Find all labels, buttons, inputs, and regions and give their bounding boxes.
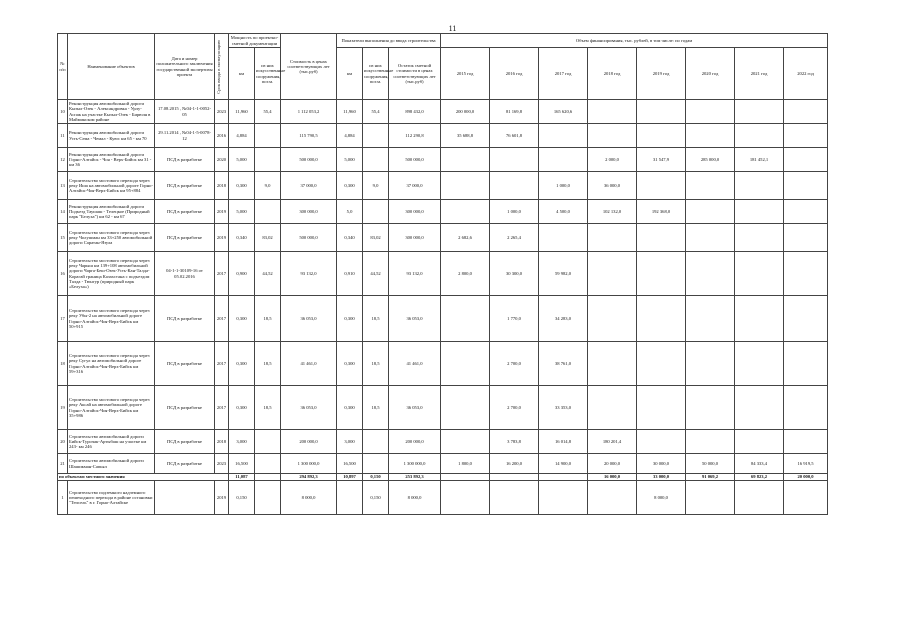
total-row [58, 474, 828, 481]
done-km: 4,884 [337, 124, 363, 148]
capacity-km: 0,300 [229, 386, 255, 430]
finance-year-value: 2 700,0 [490, 342, 539, 386]
expertise-doc [155, 481, 215, 515]
col-year-2020: 2020 год [686, 48, 735, 100]
row-number: 21 [58, 454, 68, 474]
rest-cost: 500 000,0 [389, 148, 441, 172]
col-year-label: Срок ввода в эксплуатацию [216, 39, 221, 94]
finance-year-value: 14 900,0 [539, 454, 588, 474]
expertise-doc: ПСД в разработке [155, 172, 215, 200]
finance-year-value [784, 172, 828, 200]
col-year-2016: 2016 год [490, 48, 539, 100]
col-cost: Стоимость в ценах соответствующих лет (тыс.руб) [281, 34, 337, 100]
finance-year-value [588, 296, 637, 342]
finance-year-value [441, 296, 490, 342]
finance-year-value [637, 296, 686, 342]
rest-cost: 37 000,0 [389, 172, 441, 200]
finance-year-value [588, 386, 637, 430]
capacity-km: 5,000 [229, 200, 255, 224]
finance-year-value [735, 252, 784, 296]
finance-year-value [588, 100, 637, 124]
commission-year: 2018 [215, 172, 229, 200]
finance-year-value [637, 172, 686, 200]
table-row [58, 481, 828, 515]
expertise-doc: ПСД в разработке [155, 342, 215, 386]
finance-year-value: 1 770,0 [490, 296, 539, 342]
total-cost: 294 892,3 [281, 474, 337, 481]
cost-value: 36 053,0 [281, 386, 337, 430]
cost-value: 1 112 053,2 [281, 100, 337, 124]
finance-year-value: 192 368,0 [637, 200, 686, 224]
capacity-structures [255, 200, 281, 224]
capacity-km: 16,500 [229, 454, 255, 474]
object-name: Строительство автомобильной дороги Бийск-Турочак-Артыбаш на участке км 243- км 246 [68, 430, 155, 454]
finance-year-value: 36 000,0 [588, 172, 637, 200]
finance-year-value: 165 620,6 [539, 100, 588, 124]
finance-year-value [784, 386, 828, 430]
capacity-km: 0,150 [229, 481, 255, 515]
commission-year: 2020 [215, 148, 229, 172]
finance-year-value [588, 252, 637, 296]
col-year-2015: 2015 год [441, 48, 490, 100]
object-name: Реконструкция автомобильной дороги Усть-Сема - Чемал - Куюс км 65 - км 70 [68, 124, 155, 148]
capacity-structures [255, 454, 281, 474]
done-km: 5,000 [337, 148, 363, 172]
capacity-km: 4,884 [229, 124, 255, 148]
finance-year-value [539, 224, 588, 252]
finance-year-value: 180 201,4 [588, 430, 637, 454]
col-done-km: км [337, 48, 363, 100]
cost-value: 115 790,5 [281, 124, 337, 148]
commission-year: 2018 [215, 430, 229, 454]
object-name: Строительство подземного надземного пешеходного перехода в районе остановки "Тепсель" в г. Горно-Алтайске [68, 481, 155, 515]
done-structures: 18,5 [363, 296, 389, 342]
finance-year-value: 59 982,0 [539, 252, 588, 296]
finance-year-value: 38 761,0 [539, 342, 588, 386]
done-km [337, 481, 363, 515]
done-km: 0,300 [337, 342, 363, 386]
finance-year-value [686, 296, 735, 342]
table-row [58, 430, 828, 454]
rest-cost: 112 290,8 [389, 124, 441, 148]
total-year-value [539, 474, 588, 481]
finance-year-value: 16 200,0 [490, 454, 539, 474]
finance-year-value [441, 148, 490, 172]
expertise-doc: ПСД в разработке [155, 224, 215, 252]
table-row [58, 296, 828, 342]
table-row [58, 252, 828, 296]
col-cap-incl: из них искусственные сооружения, пог.м. [255, 48, 281, 100]
finance-year-value [784, 430, 828, 454]
row-number: 14 [58, 200, 68, 224]
done-km: 0,300 [337, 296, 363, 342]
table-row [58, 124, 828, 148]
cost-value: 500 000,0 [281, 148, 337, 172]
commission-year: 2023 [215, 454, 229, 474]
expertise-doc: 29.11.2014 , №04-1-5-0078-12 [155, 124, 215, 148]
table-row [58, 100, 828, 124]
commission-year: 2017 [215, 296, 229, 342]
col-done-incl: из них искусственные сооружения, пог.м. [363, 48, 389, 100]
done-structures: 18,5 [363, 386, 389, 430]
done-structures: 18,5 [363, 342, 389, 386]
cost-value: 37 000,0 [281, 172, 337, 200]
capacity-km: 5,000 [229, 148, 255, 172]
finance-year-value [784, 481, 828, 515]
done-structures: 9,0 [363, 172, 389, 200]
capacity-structures: 18,5 [255, 296, 281, 342]
done-km: 5,0 [337, 200, 363, 224]
finance-year-value: 4 500,0 [539, 200, 588, 224]
table-row [58, 342, 828, 386]
done-structures [363, 200, 389, 224]
finance-year-value: 20 000,0 [588, 454, 637, 474]
capacity-structures: 83,02 [255, 224, 281, 252]
done-structures: 55,4 [363, 100, 389, 124]
expertise-doc: ПСД в разработке [155, 148, 215, 172]
capacity-structures: 55,4 [255, 100, 281, 124]
finance-year-value: 16 014,8 [539, 430, 588, 454]
finance-year-value: 2 800,0 [441, 252, 490, 296]
cost-value: 41 461,0 [281, 342, 337, 386]
expertise-doc: 04-1-1-30109-16 от 05.02.2016 [155, 252, 215, 296]
total-km: 11,087 [229, 474, 255, 481]
col-name: Наименование объектов [68, 34, 155, 100]
object-name: Реконструкция автомобильной дороги Горно-Алтайск - Чоя - Верх-Бийск км 31 - км 36 [68, 148, 155, 172]
commission-year: 2017 [215, 252, 229, 296]
done-km: 11,960 [337, 100, 363, 124]
done-km: 0,340 [337, 224, 363, 252]
finance-year-value: 2 682,6 [441, 224, 490, 252]
table-row [58, 224, 828, 252]
capacity-km: 11,960 [229, 100, 255, 124]
capacity-structures [255, 481, 281, 515]
col-num: № п/п [58, 34, 68, 100]
done-structures: 44,52 [363, 252, 389, 296]
rest-cost: 898 432,0 [389, 100, 441, 124]
row-number: 13 [58, 172, 68, 200]
total-rest: 253 892,3 [389, 474, 441, 481]
done-structures [363, 430, 389, 454]
finance-year-value [441, 342, 490, 386]
rest-cost: 300 000,0 [389, 200, 441, 224]
finance-year-value [735, 481, 784, 515]
finance-year-value [637, 100, 686, 124]
finance-year-value [784, 200, 828, 224]
finance-year-value [539, 148, 588, 172]
finance-year-value [735, 124, 784, 148]
object-name: Строительство мостового перехода через реку Чарыш км 139+108 автомобильной дороги Чарга-Беш-Озек-Усть-Кан-Талда-Корагай граница Казахстана с подъездом Талда - Тюнгур (природный парк «Белуха») [68, 252, 155, 296]
table-body [58, 100, 828, 515]
capacity-structures [255, 148, 281, 172]
object-name: Строительство мостового перехода через реку Убы-2 на автомобильной дороге Горно-Алтайск-Чоя-Верх-Бийск км 50+915 [68, 296, 155, 342]
capacity-structures [255, 430, 281, 454]
finance-year-value: 84 333,4 [735, 454, 784, 474]
finance-year-value [686, 100, 735, 124]
commission-year: 2017 [215, 342, 229, 386]
finance-year-value [637, 386, 686, 430]
finance-year-value: 30 300,0 [490, 252, 539, 296]
expertise-doc: 17.08.2015 , №04-1-1-0052-05 [155, 100, 215, 124]
finance-year-value: 1 000,0 [539, 172, 588, 200]
row-number: 11 [58, 124, 68, 148]
finance-year-value [588, 124, 637, 148]
finance-year-value [784, 296, 828, 342]
cost-value: 93 132,0 [281, 252, 337, 296]
finance-year-value: 3 783,8 [490, 430, 539, 454]
finance-year-value [735, 100, 784, 124]
finance-year-value [637, 252, 686, 296]
capacity-km: 0,340 [229, 224, 255, 252]
cost-value: 1 300 000,0 [281, 454, 337, 474]
finance-year-value: 76 601,8 [490, 124, 539, 148]
row-number: 20 [58, 430, 68, 454]
finance-year-value: 2 265,4 [490, 224, 539, 252]
cost-value: 36 053,0 [281, 296, 337, 342]
finance-year-value [588, 481, 637, 515]
finance-year-value [784, 100, 828, 124]
finance-year-value [588, 224, 637, 252]
row-number: 19 [58, 386, 68, 430]
table-row [58, 148, 828, 172]
finance-year-value: 285 000,0 [686, 148, 735, 172]
object-name: Реконструкция автомобильной дороги Подъезд Таушаш - Телецкое (Природный парк "Белуха") км 62 - км 67 [68, 200, 155, 224]
rest-cost: 1 300 000,0 [389, 454, 441, 474]
capacity-km: 0,300 [229, 342, 255, 386]
rest-cost: 8 000,0 [389, 481, 441, 515]
col-year [215, 34, 229, 100]
object-name: Реконструкция автомобильной дороги Кызыл-Озек - Александровка - Урлу-Аспак на участке Кызыл-Озек - Бирюля в Майминском районе [68, 100, 155, 124]
cost-value: 8 000,0 [281, 481, 337, 515]
finance-year-value [490, 172, 539, 200]
finance-year-value [735, 342, 784, 386]
finance-year-value: 50 000,0 [686, 454, 735, 474]
total-done-km: 10,897 [337, 474, 363, 481]
object-name: Строительство автомобильной дороги Шашикман-Сапьял [68, 454, 155, 474]
finance-year-value: 30 000,0 [637, 454, 686, 474]
finance-year-value: 31 547,9 [637, 148, 686, 172]
finance-year-value: 1 800,0 [441, 454, 490, 474]
finance-year-value [490, 481, 539, 515]
rest-cost: 200 000,0 [389, 430, 441, 454]
done-structures [363, 148, 389, 172]
done-structures: 0,150 [363, 481, 389, 515]
done-km: 3,000 [337, 430, 363, 454]
col-year-2019: 2019 год [637, 48, 686, 100]
col-capacity-group: Мощность по проектно-сметной документации [229, 34, 281, 48]
finance-year-value [735, 224, 784, 252]
finance-year-value [686, 200, 735, 224]
rest-cost: 93 132,0 [389, 252, 441, 296]
object-name: Строительство мостового перехода через реку Чолушман км 33+250 автомобильной дороги Саратан-Язула [68, 224, 155, 252]
row-number: 16 [58, 252, 68, 296]
row-number: 18 [58, 342, 68, 386]
finance-year-value [735, 172, 784, 200]
expertise-doc: ПСД в разработке [155, 200, 215, 224]
rest-cost: 41 461,0 [389, 342, 441, 386]
finance-year-value [686, 430, 735, 454]
finance-year-value [539, 124, 588, 148]
finance-year-value: 2 700,0 [490, 386, 539, 430]
col-year-2017: 2017 год [539, 48, 588, 100]
finance-year-value: 16 919,5 [784, 454, 828, 474]
finance-year-value [784, 124, 828, 148]
finance-year-value [686, 224, 735, 252]
col-cap-km: км [229, 48, 255, 100]
col-finance-group: Объем финансирования, тыс. рублей, в том числе: по годам [441, 34, 828, 48]
cost-value: 500 000,0 [281, 224, 337, 252]
capacity-structures: 9,0 [255, 172, 281, 200]
table-row [58, 454, 828, 474]
finance-year-value [735, 386, 784, 430]
capacity-structures [255, 124, 281, 148]
object-name: Строительство мостового перехода через реку Иша на автомобильной дороге Горно-Алтайск-Чоя-Верх-Бийск км 95+884 [68, 172, 155, 200]
finance-year-value: 81 169,8 [490, 100, 539, 124]
finance-year-value: 200 000,0 [441, 100, 490, 124]
commission-year: 2023 [215, 100, 229, 124]
capacity-km: 3,000 [229, 430, 255, 454]
capacity-structures: 44,52 [255, 252, 281, 296]
commission-year: 2019 [215, 200, 229, 224]
finance-year-value [686, 124, 735, 148]
total-year-value: 69 823,2 [735, 474, 784, 481]
expertise-doc: ПСД в разработке [155, 296, 215, 342]
col-year-2021: 2021 год [735, 48, 784, 100]
finance-year-value [784, 252, 828, 296]
finance-year-value [637, 124, 686, 148]
rest-cost: 300 000,0 [389, 224, 441, 252]
row-number: 10 [58, 100, 68, 124]
col-doc: Дата и номер положительного заключения государственной экспертизы проекта [155, 34, 215, 100]
finance-year-value [686, 252, 735, 296]
total-structures [255, 474, 281, 481]
cost-value: 300 000,0 [281, 200, 337, 224]
table-row [58, 386, 828, 430]
total-year-value: 33 000,0 [637, 474, 686, 481]
done-structures [363, 124, 389, 148]
finance-year-value: 8 000,0 [637, 481, 686, 515]
object-name: Строительство мостового перехода через реку Аксай на автомобильной дороге Горно-Алтайск-Чоя-Верх-Бийск км 35+986 [68, 386, 155, 430]
finance-year-value [539, 481, 588, 515]
row-number: 12 [58, 148, 68, 172]
done-km: 0,300 [337, 172, 363, 200]
done-km: 16,500 [337, 454, 363, 474]
expertise-doc: ПСД в разработке [155, 386, 215, 430]
finance-year-value [735, 430, 784, 454]
capacity-km: 0,300 [229, 296, 255, 342]
total-year-value: 16 000,0 [588, 474, 637, 481]
finance-year-value [735, 200, 784, 224]
col-done-group: Показатели выполнения до ввода строительства [337, 34, 441, 48]
finance-year-value [441, 172, 490, 200]
finance-year-value [686, 386, 735, 430]
done-structures [363, 454, 389, 474]
cost-value: 200 000,0 [281, 430, 337, 454]
finance-year-value [441, 386, 490, 430]
finance-year-value: 1 000,0 [490, 200, 539, 224]
col-year-2018: 2018 год [588, 48, 637, 100]
rest-cost: 36 053,0 [389, 386, 441, 430]
finance-year-value: 2 000,0 [588, 148, 637, 172]
page-number: 11 [448, 24, 457, 33]
capacity-km: 0,300 [229, 172, 255, 200]
commission-year: 2019 [215, 224, 229, 252]
finance-year-value [441, 200, 490, 224]
capacity-km: 0,900 [229, 252, 255, 296]
finance-year-value [784, 224, 828, 252]
finance-year-value [637, 342, 686, 386]
col-year-2022: 2022 год [784, 48, 828, 100]
commission-year: 2016 [215, 124, 229, 148]
row-number: 1 [58, 481, 68, 515]
col-rest: Остаток сметной стоимости в ценах соответствующих лет (тыс.руб) [389, 48, 441, 100]
done-km: 0,910 [337, 252, 363, 296]
finance-year-value: 33 353,0 [539, 386, 588, 430]
total-year-value [441, 474, 490, 481]
finance-year-value [441, 481, 490, 515]
finance-year-value [490, 148, 539, 172]
total-year-value: 91 069,2 [686, 474, 735, 481]
object-name: Строительство мостового перехода через реку Сугул на автомобильной дороге Горно-Алтайск-Чоя-Верх-Бийск км 59+316 [68, 342, 155, 386]
commission-year: 2019 [215, 481, 229, 515]
total-year-value: 20 000,0 [784, 474, 828, 481]
finance-year-value [637, 224, 686, 252]
capacity-structures: 18,5 [255, 386, 281, 430]
finance-year-value: 102 132,0 [588, 200, 637, 224]
finance-year-value [735, 296, 784, 342]
done-km: 0,300 [337, 386, 363, 430]
total-done-structures: 0,150 [363, 474, 389, 481]
row-number: 15 [58, 224, 68, 252]
finance-year-value [686, 342, 735, 386]
done-structures: 83,02 [363, 224, 389, 252]
finance-year-value: 34 283,0 [539, 296, 588, 342]
finance-year-value [784, 342, 828, 386]
table-row [58, 172, 828, 200]
expertise-doc: ПСД в разработке [155, 430, 215, 454]
row-number: 17 [58, 296, 68, 342]
finance-year-value [686, 481, 735, 515]
finance-year-value [686, 172, 735, 200]
finance-year-value [784, 148, 828, 172]
finance-year-value [441, 430, 490, 454]
expertise-doc: ПСД в разработке [155, 454, 215, 474]
rest-cost: 36 053,0 [389, 296, 441, 342]
finance-year-value [637, 430, 686, 454]
table-row [58, 200, 828, 224]
investment-table [57, 33, 828, 515]
finance-year-value: 181 452,1 [735, 148, 784, 172]
finance-year-value: 35 688,8 [441, 124, 490, 148]
commission-year: 2017 [215, 386, 229, 430]
finance-year-value [588, 342, 637, 386]
total-label: по объектам местного значения [58, 474, 229, 481]
capacity-structures: 18,5 [255, 342, 281, 386]
total-year-value [490, 474, 539, 481]
